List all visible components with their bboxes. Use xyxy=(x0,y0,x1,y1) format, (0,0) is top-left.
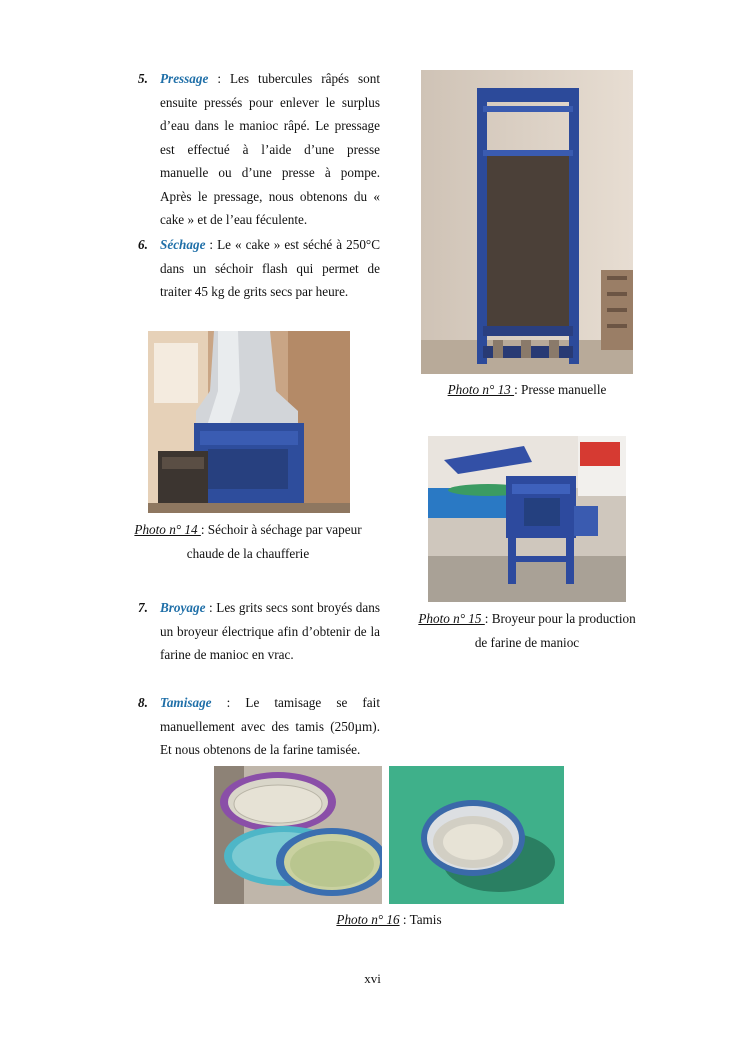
step-separator: : xyxy=(211,695,246,710)
caption-line-2: chaude de la chaufferie xyxy=(186,545,310,561)
caption-line-1 xyxy=(120,518,376,542)
page-number: xvi xyxy=(364,971,381,986)
photo-grinder xyxy=(428,436,626,602)
step-text: Les tubercules râpés sont ensuite pressés pour enlever le surplus d’eau dans le manioc râpé. Le pressage est effectué à l’aide d’une presse manuelle ou d’une presse à pompe. Après le pressage, nous obtenons du « cake » et de l’eau féculente. xyxy=(160,71,380,227)
step-number: 5. xyxy=(138,71,148,86)
caption-text: : Presse manuelle xyxy=(514,382,607,397)
step-number: 8. xyxy=(138,695,148,710)
photo-sieves-2 xyxy=(389,766,564,904)
step-keyword: Tamisage xyxy=(160,695,212,710)
photo-dryer xyxy=(148,331,350,513)
step-7 xyxy=(138,596,380,667)
photo-ref: Photo n° 15 xyxy=(418,611,485,626)
photo-ref: Photo n° 16 xyxy=(336,912,400,927)
step-keyword: Pressage xyxy=(160,71,209,86)
step-body xyxy=(160,596,380,667)
step-number: 7. xyxy=(138,600,148,615)
step-body xyxy=(160,233,380,304)
step-8 xyxy=(138,691,380,762)
step-body xyxy=(160,67,380,232)
step-text: Le tamisage se fait manuellement avec des tamis (250µm). Et nous obtenons de la farine tamisée. xyxy=(160,695,380,757)
photo-press xyxy=(421,70,633,374)
step-keyword: Broyage xyxy=(160,600,206,615)
step-keyword: Séchage xyxy=(160,237,206,252)
step-6 xyxy=(138,233,380,304)
photo-sieves-1 xyxy=(214,766,382,904)
caption-line-1 xyxy=(404,607,650,631)
step-text: Le « cake » est séché à 250°C dans un séchoir flash qui permet de traiter 45 kg de grits secs par heure. xyxy=(160,237,380,299)
step-5 xyxy=(138,67,380,232)
caption-text: : Tamis xyxy=(399,912,442,927)
step-separator: : xyxy=(208,71,230,86)
photo-ref: Photo n° 13 xyxy=(447,382,515,397)
photo-ref: Photo n° 14 xyxy=(134,522,201,537)
caption-photo-14 xyxy=(120,518,376,565)
caption-photo-13 xyxy=(421,378,633,402)
caption-text: : Broyeur pour la production xyxy=(484,611,636,626)
caption-photo-15 xyxy=(404,607,650,654)
step-separator: : xyxy=(205,237,218,252)
caption-photo-16 xyxy=(214,908,564,932)
step-text: Les grits secs sont broyés dans un broyeur électrique afin d’obtenir de la farine de manioc en vrac. xyxy=(160,600,380,662)
step-body xyxy=(160,691,380,762)
caption-text: : Séchoir à séchage par vapeur xyxy=(200,522,362,537)
step-number: 6. xyxy=(138,237,148,252)
caption-line-2: de farine de manioc xyxy=(474,634,580,650)
step-separator: : xyxy=(205,600,217,615)
